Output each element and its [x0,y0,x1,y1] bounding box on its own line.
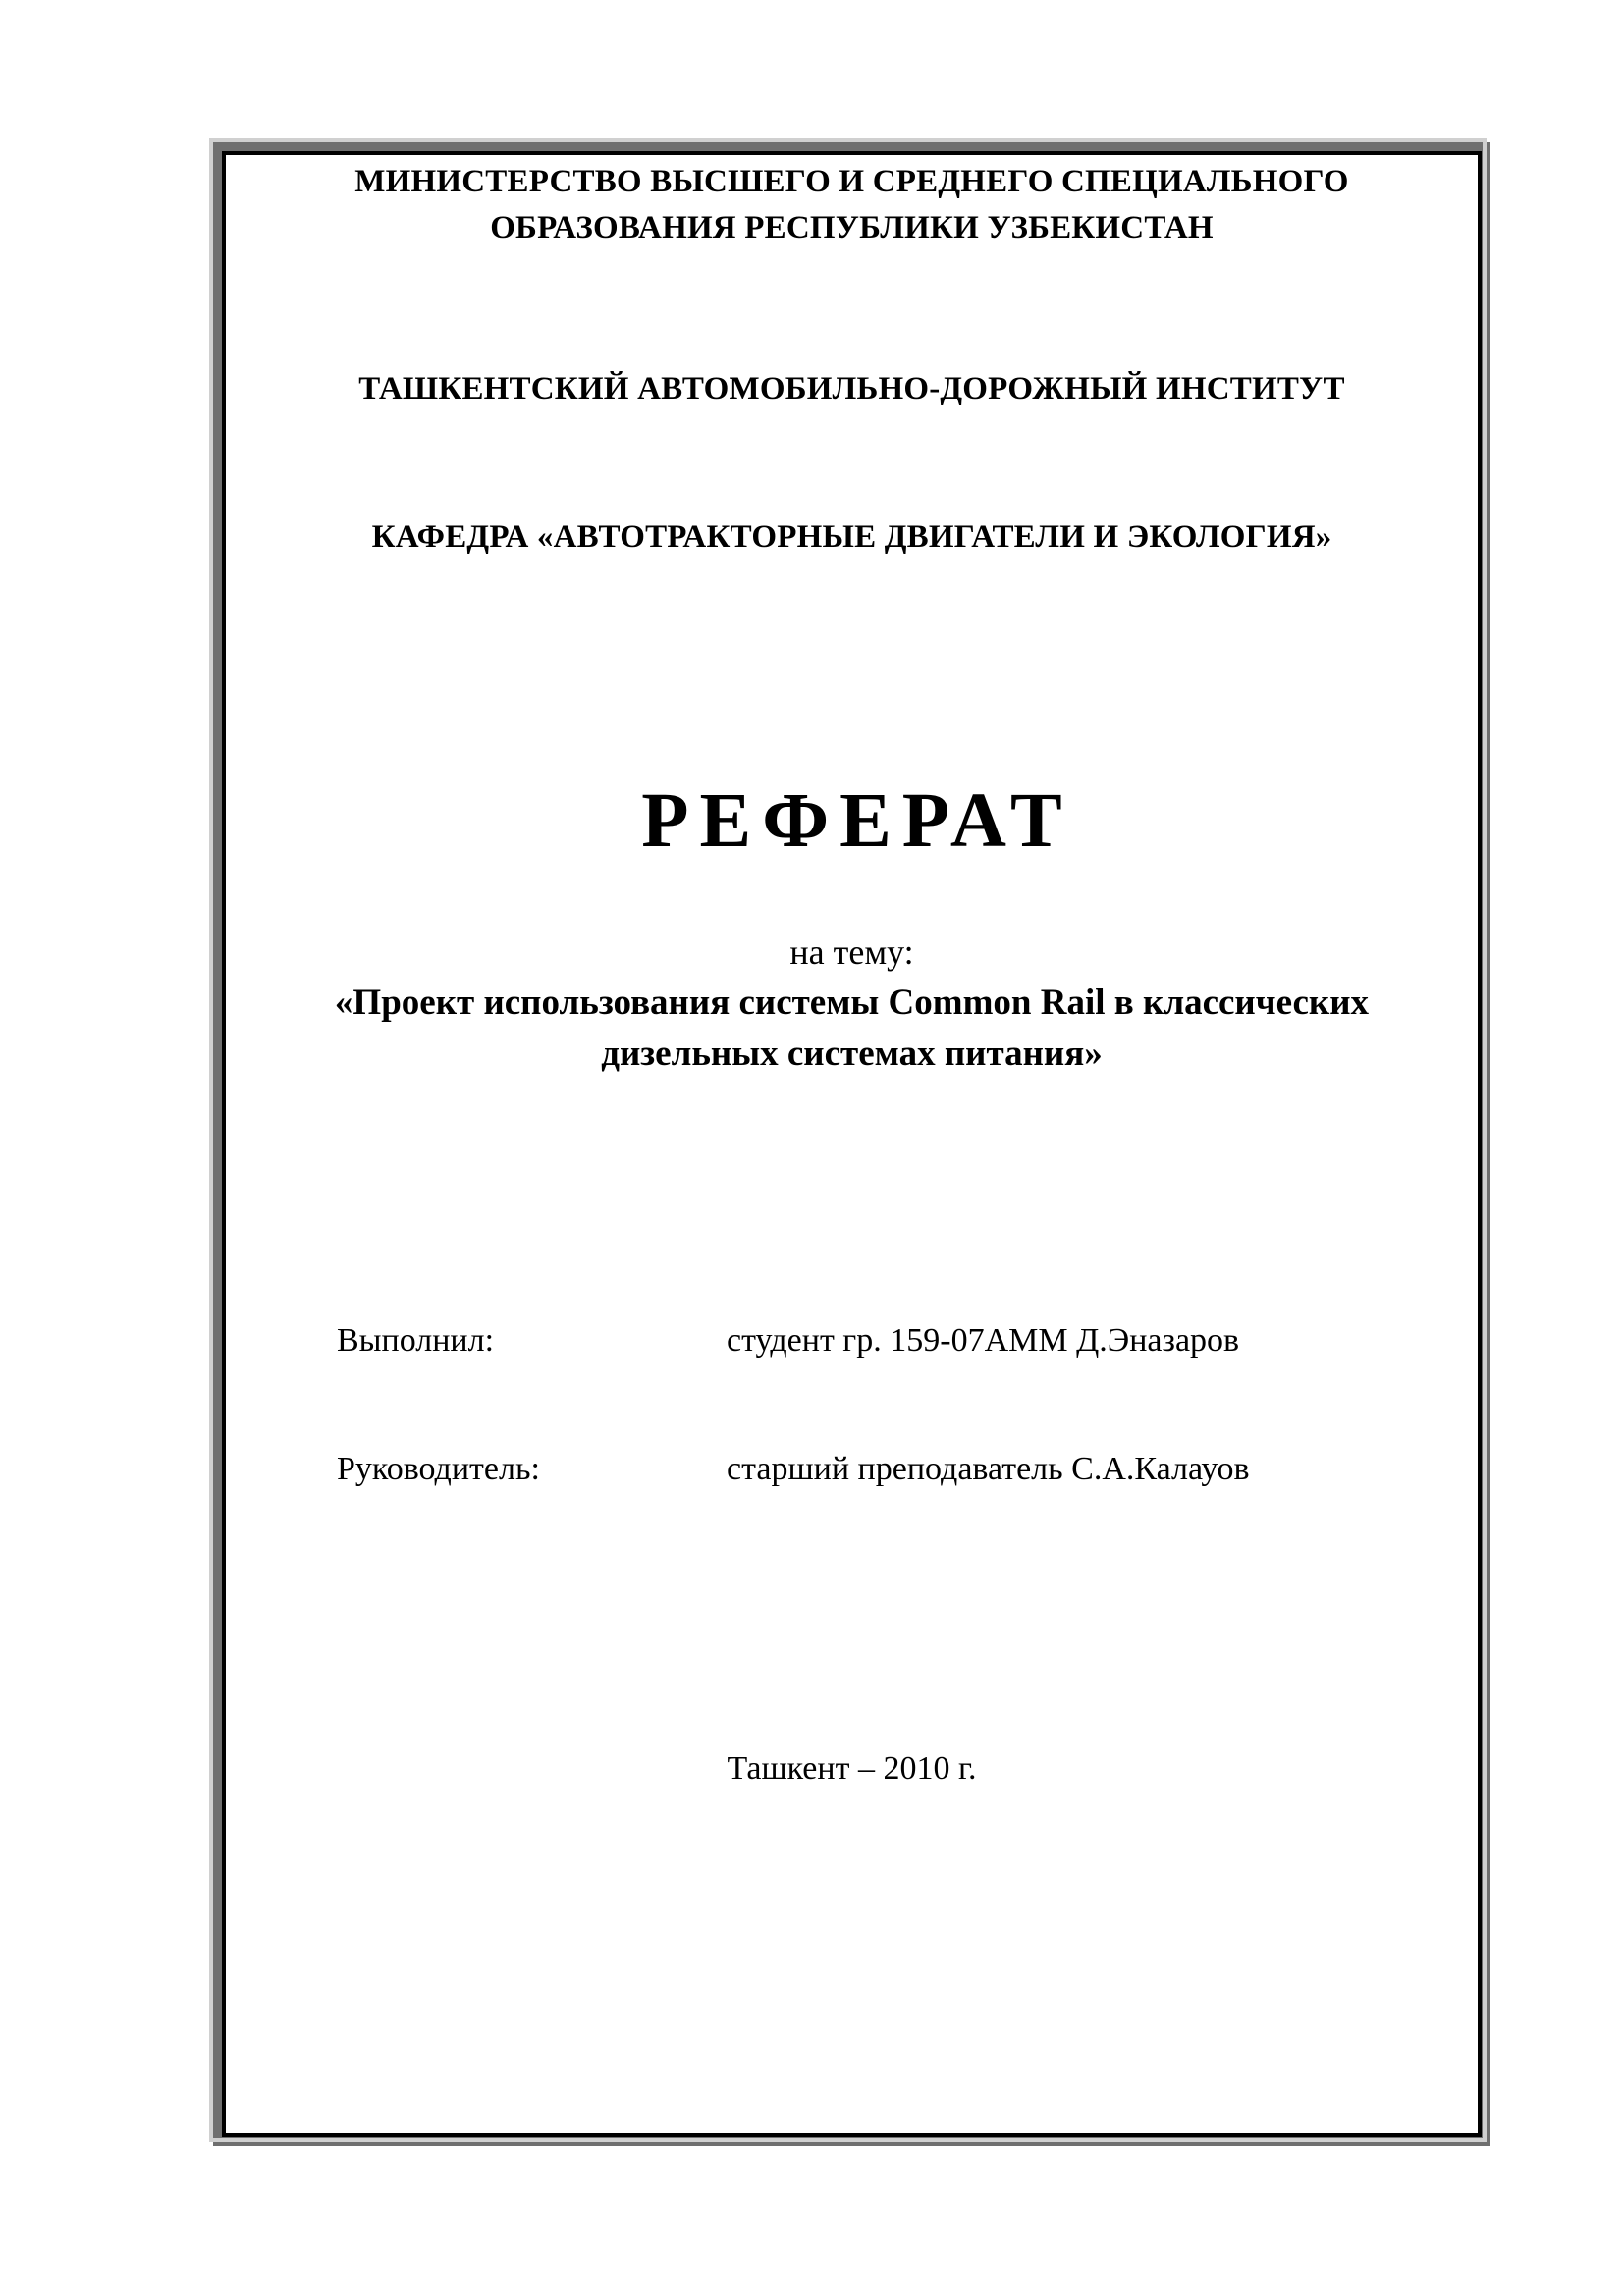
topic-title: «Проект использования системы Common Rail в классических дизельных системах питания» [334,983,1370,1074]
document-title: РЕФЕРАТ [641,778,1073,864]
ministry-line-1: МИНИСТЕРСТВО ВЫСШЕГО И СРЕДНЕГО СПЕЦИАЛЬНОГО [354,164,1349,199]
supervisor-label: Руководитель: [337,1451,540,1487]
institute-heading: ТАШКЕНТСКИЙ АВТОМОБИЛЬНО-ДОРОЖНЫЙ ИНСТИТУТ [358,371,1345,406]
title-page-content [226,155,1478,2133]
page-border-inner [222,151,1482,2137]
place-and-year: Ташкент – 2010 г. [727,1750,977,1787]
author-value: студент гр. 159-07АММ Д.Эназаров [727,1322,1240,1359]
department-heading: КАФЕДРА «АВТОТРАКТОРНЫЕ ДВИГАТЕЛИ И ЭКОЛОГИЯ» [371,519,1332,555]
topic-block [245,927,1458,1080]
ministry-heading [245,159,1458,251]
topic-prefix: на тему: [789,933,914,972]
author-label: Выполнил: [337,1322,495,1359]
supervisor-value: старший преподаватель С.А.Калауов [727,1451,1250,1487]
page-border-frame [213,142,1490,2146]
ministry-line-2: ОБРАЗОВАНИЯ РЕСПУБЛИКИ УЗБЕКИСТАН [490,210,1214,245]
